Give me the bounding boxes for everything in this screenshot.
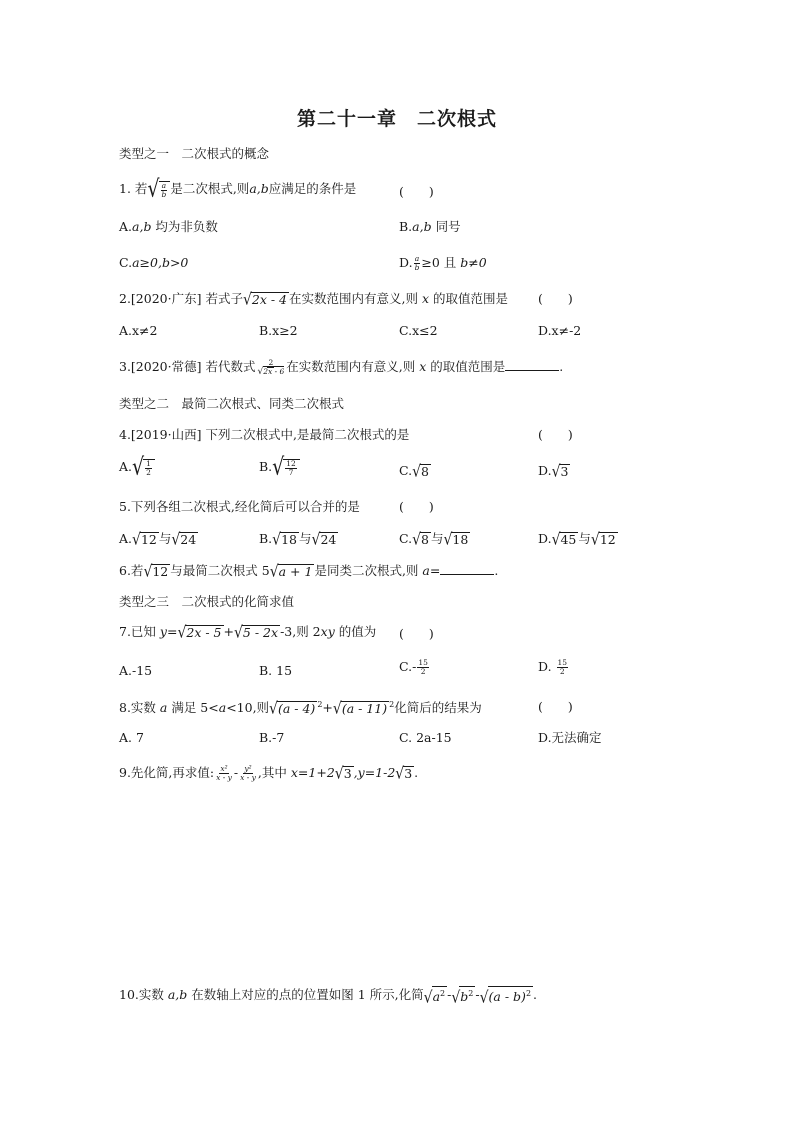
radical: √ $\frac{a}{b}$ xyxy=(147,180,170,199)
option-8b: B.-7 xyxy=(259,730,285,745)
option-4d: D. √ 3 xyxy=(538,462,569,482)
option-7b: B. 15 xyxy=(259,663,293,678)
question-5: 5.下列各组二次根式,经化简后可以合并的是 xyxy=(119,499,360,514)
option-8a: A. 7 xyxy=(119,730,144,745)
answer-blank-3 xyxy=(505,358,559,371)
section-heading-3: 类型之三 二次根式的化简求值 xyxy=(119,594,295,609)
question-10: 10.实数 a,b 在数轴上对应的点的位置如图 1 所示,化简 √ $a^2$ - √ $b^2$ - √ (a - b)$^2$ . xyxy=(119,987,538,1007)
question-9: 9.先化简,再求值: $\frac{\text{x²}}{x - y}$ - $\frac{\text{y²}}{x - y}$ ,其中 x=1+2 √ 3 ,y=1-2 √ 3 . xyxy=(119,764,419,784)
option-4c: C. √ 8 xyxy=(399,462,429,482)
option-7d: D. $\frac{15}{2}$ xyxy=(538,658,568,676)
option-7a: A.-15 xyxy=(119,663,153,678)
answer-paren-8: ( ) xyxy=(538,699,573,714)
question-8: 8.实数 a 满足 5<a<10,则 √ (a - 4) $^2$+ √ (a - 11) $^2$化简后的结果为 xyxy=(119,699,482,719)
answer-blank-6 xyxy=(440,562,494,575)
chapter-title: 第二十一章 二次根式 xyxy=(296,108,497,130)
option-5c: C. √ 8 与 √ 18 xyxy=(399,530,469,550)
option-1d: D. $\frac{a}{b}$ ≥0 且 b≠0 xyxy=(399,254,487,272)
section-heading-2: 类型之二 最简二次根式、同类二次根式 xyxy=(119,396,345,411)
question-2: 2.[2020·广东] 若式子 √ 2x - 4 在实数范围内有意义,则 x 的取值范围是 xyxy=(119,290,509,310)
option-2c: C.x≤2 xyxy=(399,323,438,338)
option-8d: D.无法确定 xyxy=(538,730,602,745)
option-1a: A.a,b 均为非负数 xyxy=(119,219,218,234)
option-7c: C.- $\frac{15}{2}$ xyxy=(399,658,428,676)
option-5a: A. √ 12 与 √ 24 xyxy=(119,530,197,550)
question-3: 3.[2020·常德] 若代数式 $\frac{2}{√2x - 6}$ 在实数范围内有意义,则 x 的取值范围是 . xyxy=(119,358,564,377)
option-5b: B. √ 18 与 √ 24 xyxy=(259,530,337,550)
answer-paren-5: ( ) xyxy=(399,499,434,514)
question-6: 6.若 √ 12 与最简二次根式 5 √ a + 1 是同类二次根式,则 a= . xyxy=(119,562,499,582)
answer-paren-1: ( ) xyxy=(399,184,434,199)
option-1c: C.a≥0,b>0 xyxy=(119,255,189,270)
question-4: 4.[2019·山西] 下列二次根式中,是最简二次根式的是 xyxy=(119,427,410,442)
option-5d: D. √ 45 与 √ 12 xyxy=(538,530,616,550)
option-2a: A.x≠2 xyxy=(119,323,158,338)
question-7: 7.已知 y= √ 2x - 5 + √ 5 - 2x -3,则 2xy 的值为 xyxy=(119,623,377,643)
option-8c: C. 2a-15 xyxy=(399,730,452,745)
option-1b: B.a,b 同号 xyxy=(399,219,461,234)
option-4b: B. √ $\frac{12}{7}$ xyxy=(259,458,300,477)
answer-paren-7: ( ) xyxy=(399,626,434,641)
answer-paren-4: ( ) xyxy=(538,427,573,442)
question-1: 1. 若 √ $\frac{a}{b}$ 是二次根式,则a,b应满足的条件是 xyxy=(119,175,357,203)
section-heading-1: 类型之一 二次根式的概念 xyxy=(119,146,270,161)
option-2b: B.x≥2 xyxy=(259,323,298,338)
option-2d: D.x≠-2 xyxy=(538,323,582,338)
answer-paren-2: ( ) xyxy=(538,291,573,306)
option-4a: A. √ $\frac{1}{2}$ xyxy=(119,458,155,477)
